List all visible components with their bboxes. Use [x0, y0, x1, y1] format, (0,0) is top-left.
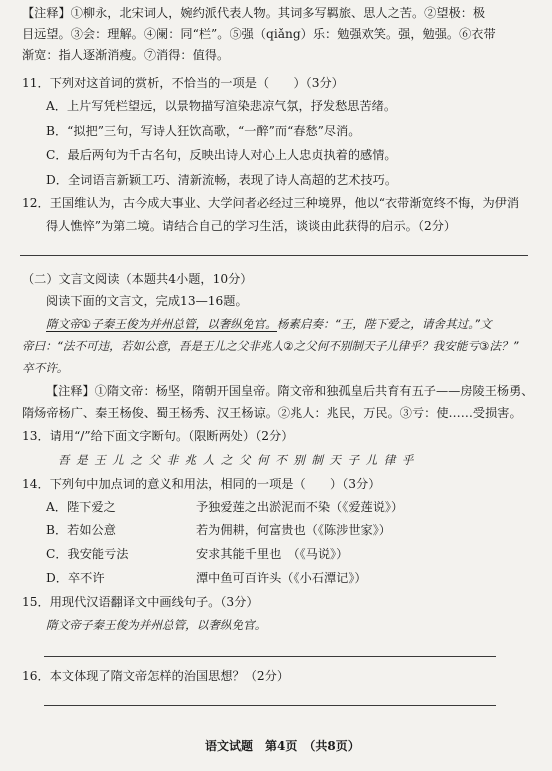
classical-passage-line-3: 卒不许。 — [22, 361, 69, 375]
q14-option-b-right: 若为佣耕，何富贵也（《陈涉世家》） — [196, 523, 391, 537]
q14-option-a-left[interactable]: A．陛下爱之 — [46, 500, 116, 514]
poem-note-line-1: 【注释】①柳永，北宋词人，婉约派代表人物。其词多写羁旅、思人之苦。②望极：极 — [22, 6, 486, 20]
q13-stem: 13．请用“/”给下面文字断句。（限断两处）（2分） — [22, 429, 294, 443]
q14-option-c-right: 安求其能千里也 （《马说》） — [196, 547, 349, 561]
q11-option-c[interactable]: C．最后两句为千古名句，反映出诗人对心上人忠贞执着的感情。 — [46, 148, 397, 162]
classical-passage-line-2: 帝曰：“法不可违，若如公意，吾是王儿之父非兆人②之父何不别制天子儿律乎？我安能亏③法？” — [22, 339, 519, 353]
q14-option-d-left[interactable]: D．卒不许 — [46, 571, 105, 585]
q14-option-c-left[interactable]: C．我安能亏法 — [46, 547, 129, 561]
poem-note-line-2: 目远望。③会：理解。④阑：同“栏”。⑤强（qiǎng）乐：勉强欢笑。强，勉强。⑥衣带 — [22, 27, 496, 41]
section-heading: （二）文言文阅读（本题共4小题，10分） — [22, 272, 253, 286]
q11-option-a[interactable]: A．上片写凭栏望远，以景物描写渲染悲凉气氛，抒发愁思苦绪。 — [46, 99, 397, 113]
classical-passage-line-1 — [46, 316, 492, 332]
page-footer: 语文试题 第4页 （共8页） — [205, 739, 360, 753]
classical-note-line-1: 【注释】①隋文帝：杨坚，隋朝开国皇帝。隋文帝和独孤皇后共育有五子——房陵王杨勇、 — [46, 384, 534, 398]
q14-stem: 14．下列句中加点词的意义和用法，相同的一项是（ ）（3分） — [22, 477, 381, 491]
q15-answer-line[interactable] — [44, 656, 496, 657]
q11-option-d[interactable]: D．全词语言新颖工巧、清新流畅，表现了诗人高超的艺术技巧。 — [46, 173, 398, 187]
q14-option-b-left[interactable]: B．若如公意 — [46, 523, 116, 537]
q14-option-a-right: 予独爱莲之出淤泥而不染（《爱莲说》） — [196, 500, 404, 514]
q11-option-b[interactable]: B．“拟把”三句，写诗人狂饮高歌，“一醉”而“春愁”尽消。 — [46, 124, 361, 138]
poem-note-line-3: 渐宽：指人逐渐消瘦。⑦消得：值得。 — [22, 48, 230, 62]
q16-answer-line[interactable] — [44, 705, 496, 706]
underlined-sentence: 隋文帝①子秦王俊为并州总管，以奢纵免官。 — [46, 317, 277, 331]
q12-line-1: 12．王国维认为，古今成大事业、大学问者必经过三种境界，他以“衣带渐宽终不悔，为伊消 — [22, 196, 520, 210]
q14-option-d-right: 潭中鱼可百许头（《小石潭记》） — [196, 571, 367, 585]
q11-stem: 11．下列对这首词的赏析，不恰当的一项是（ ）（3分） — [22, 76, 344, 90]
q12-answer-line[interactable] — [20, 255, 528, 256]
section-instruction: 阅读下面的文言文，完成13—16题。 — [46, 294, 248, 308]
classical-note-line-2: 隋炀帝杨广、秦王杨俊、蜀王杨秀、汉王杨谅。②兆人：兆民，万民。③亏：使……受损害。 — [22, 406, 522, 420]
q13-text[interactable]: 吾是王儿之父非兆人之父何不别制天子儿律乎 — [58, 453, 420, 467]
q16-stem: 16．本文体现了隋文帝怎样的治国思想？（2分） — [22, 669, 290, 683]
q15-sentence: 隋文帝子秦王俊为并州总管，以奢纵免官。 — [46, 618, 267, 632]
q15-stem: 15．用现代汉语翻译文中画线句子。（3分） — [22, 595, 259, 609]
q12-line-2: 得人憔悴”为第二境。请结合自己的学习生活，谈谈由此获得的启示。（2分） — [46, 219, 457, 233]
passage-line-1-rest: 杨素启奏：“王，陛下爱之，请舍其过。”文 — [276, 317, 492, 331]
